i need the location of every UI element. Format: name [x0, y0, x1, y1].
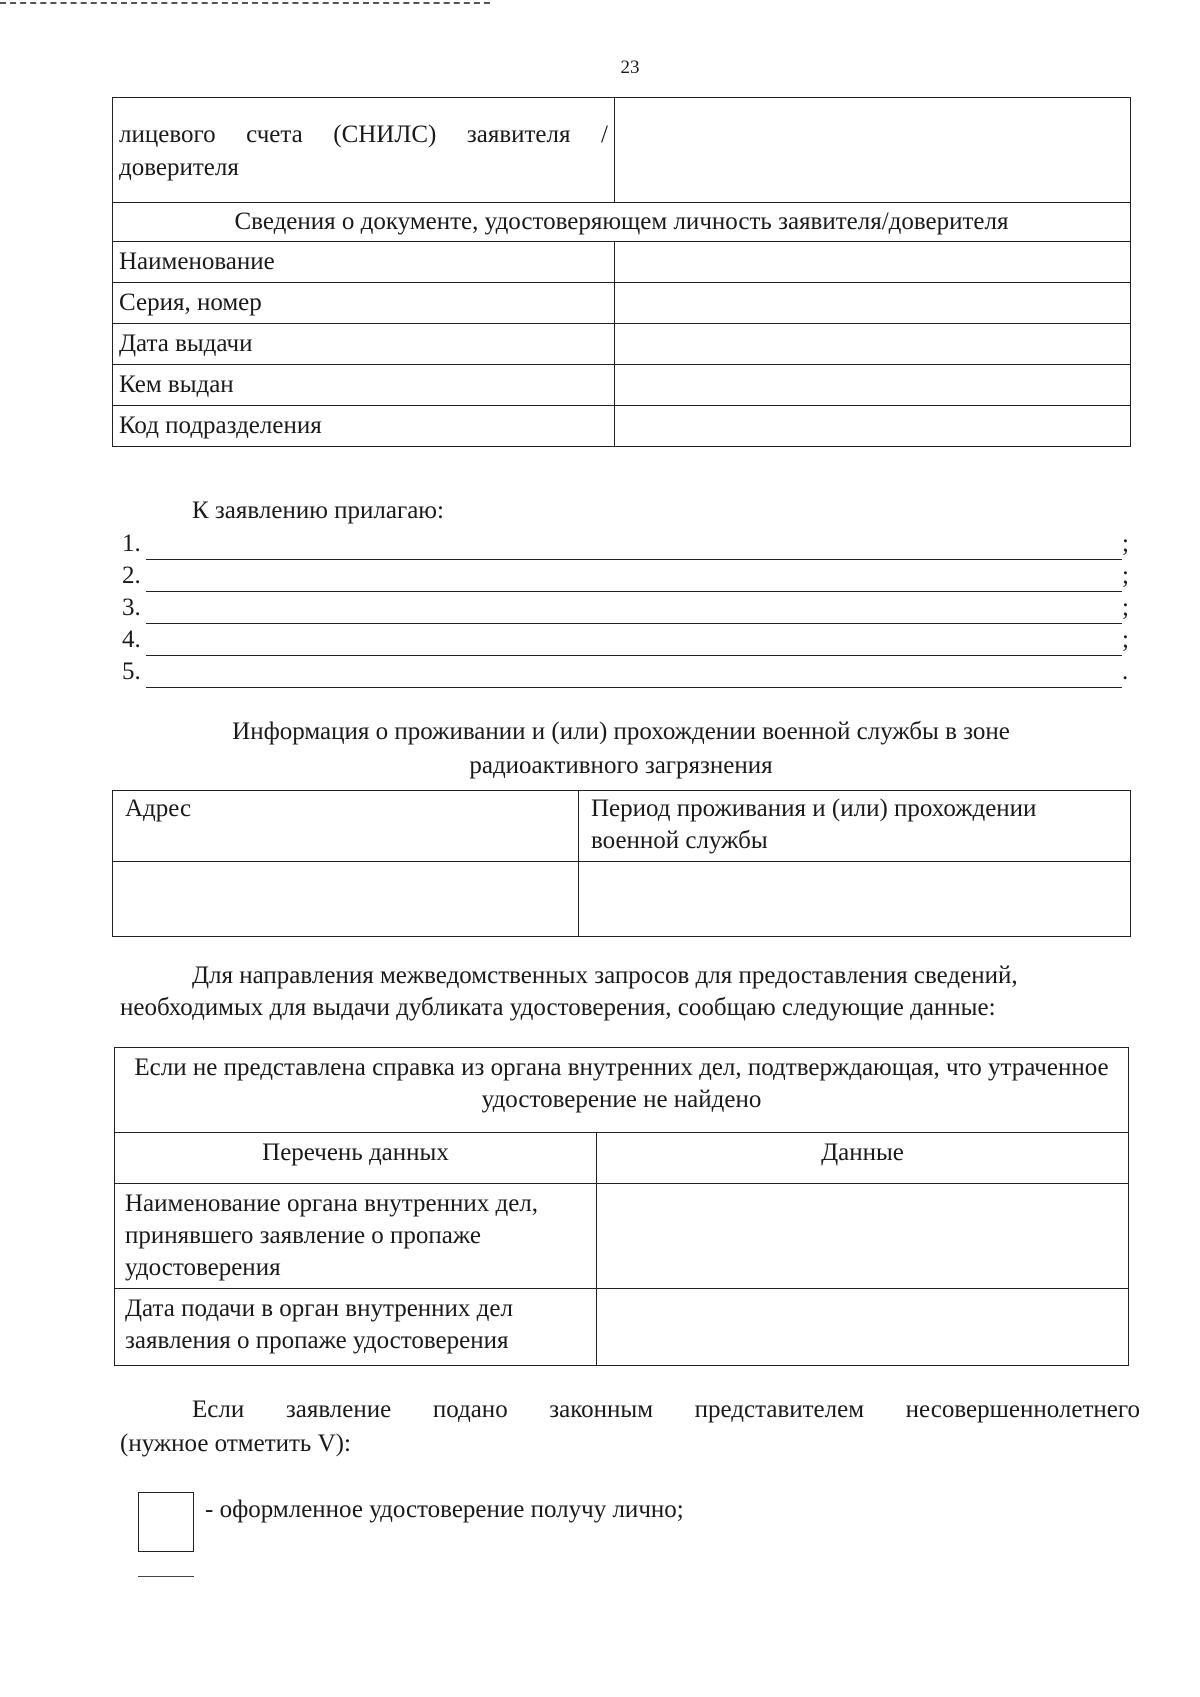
- top-dashed-line: [0, 2, 490, 4]
- residence-address-value[interactable]: [113, 862, 579, 937]
- attachment-item: [122, 560, 1132, 592]
- residence-title-line2: радиоактивного загрязнения: [469, 752, 773, 779]
- doc-series-label: Серия, номер: [113, 283, 615, 324]
- attachment-item: [122, 592, 1132, 624]
- doc-division-code-value[interactable]: [615, 406, 1131, 447]
- doc-name-label: Наименование: [113, 242, 615, 283]
- attachment-line[interactable]: [146, 569, 1122, 592]
- interdept-caption: Если не представлена справка из органа внутренних дел, подтверждающая, что утраченное удостоверение не найдено: [115, 1048, 1129, 1133]
- receive-personally-checkbox[interactable]: [138, 1492, 194, 1552]
- attachments-title: К заявлению прилагаю:: [192, 497, 444, 524]
- residence-period-header: Период проживания и (или) прохождении военной службы: [579, 791, 1131, 862]
- attachment-end: .: [1122, 658, 1129, 685]
- interdept-col-data: Данные: [597, 1133, 1129, 1184]
- attachment-line[interactable]: [146, 665, 1122, 688]
- report-date-label: Дата подачи в орган внутренних дел заявления о пропаже удостоверения: [115, 1289, 597, 1366]
- attachment-number: 4.: [122, 626, 141, 653]
- doc-division-code-label: Код подразделения: [113, 406, 615, 447]
- representative-line1: Если заявление подано законным представителем несовершеннолетнего: [192, 1396, 1140, 1423]
- attachment-end: ;: [1122, 626, 1129, 653]
- police-name-value[interactable]: [597, 1184, 1129, 1289]
- receive-personally-label: - оформленное удостоверение получу лично;: [205, 1496, 684, 1523]
- identity-table: [112, 97, 1131, 447]
- attachment-number: 3.: [122, 594, 141, 621]
- interdept-table: [114, 1047, 1129, 1366]
- attachment-end: ;: [1122, 562, 1129, 589]
- attachment-line[interactable]: [146, 601, 1122, 624]
- doc-issued-by-label: Кем выдан: [113, 365, 615, 406]
- residence-address-header: Адрес: [113, 791, 579, 862]
- interdept-col-list: Перечень данных: [115, 1133, 597, 1184]
- page-number: 23: [620, 57, 640, 78]
- snils-value-cell[interactable]: [615, 98, 1131, 203]
- attachment-number: 5.: [122, 658, 141, 685]
- residence-title-line1: Информация о проживании и (или) прохождении военной службы в зоне: [232, 718, 1010, 745]
- interdept-paragraph: Для направления межведомственных запросов для предоставления сведений, необходимых для выдачи дубликата удостоверения, сообщаю следующие данные:: [120, 962, 1018, 1021]
- attachment-number: 1.: [122, 530, 141, 557]
- report-date-value[interactable]: [597, 1289, 1129, 1366]
- snils-label-cell: [113, 98, 615, 203]
- doc-issue-date-label: Дата выдачи: [113, 324, 615, 365]
- residence-table: [112, 790, 1131, 937]
- doc-issued-by-value[interactable]: [615, 365, 1131, 406]
- attachment-number: 2.: [122, 562, 141, 589]
- doc-series-value[interactable]: [615, 283, 1131, 324]
- residence-period-value[interactable]: [579, 862, 1131, 937]
- attachment-line[interactable]: [146, 633, 1122, 656]
- representative-paragraph: (нужное отметить V):: [120, 1430, 351, 1457]
- short-dash-line: [138, 1576, 194, 1577]
- attachment-line[interactable]: [146, 537, 1122, 560]
- snils-label: лицевого счета (СНИЛС) заявителя / доверителя: [119, 121, 608, 181]
- police-name-label: Наименование органа внутренних дел, принявшего заявление о пропаже удостоверения: [115, 1184, 597, 1289]
- attachments-list: [122, 528, 1132, 688]
- identity-section-header: Сведения о документе, удостоверяющем личность заявителя/доверителя: [113, 203, 1131, 242]
- attachment-end: ;: [1122, 530, 1129, 557]
- attachment-item: [122, 528, 1132, 560]
- attachment-item: [122, 624, 1132, 656]
- doc-name-value[interactable]: [615, 242, 1131, 283]
- doc-issue-date-value[interactable]: [615, 324, 1131, 365]
- attachment-item: [122, 656, 1132, 688]
- attachment-end: ;: [1122, 594, 1129, 621]
